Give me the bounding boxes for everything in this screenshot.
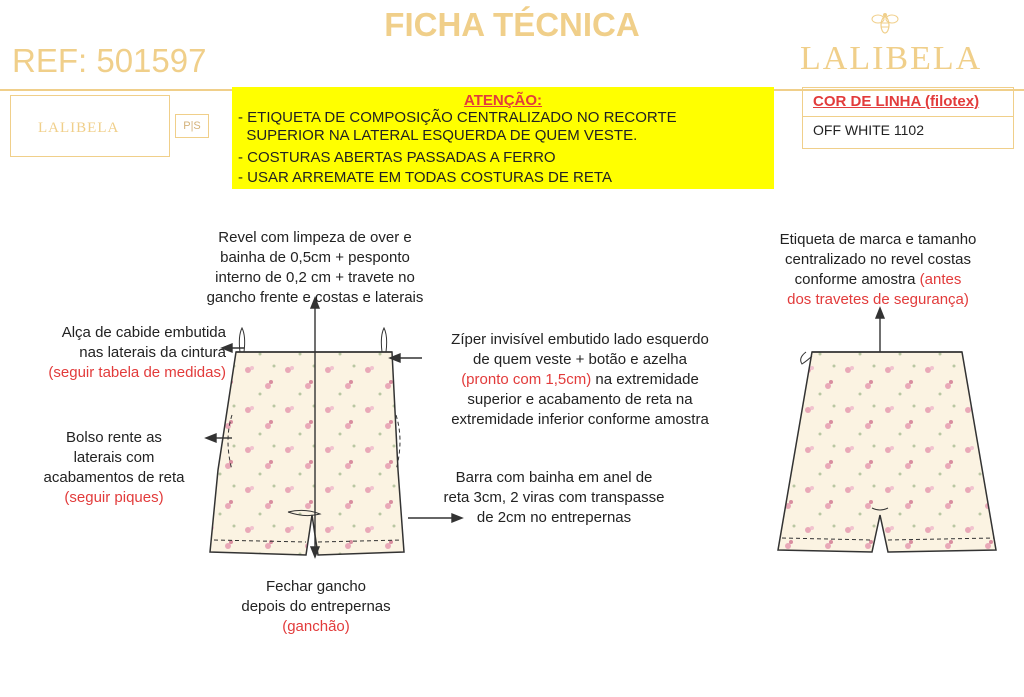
note-brand-label-line-1: Etiqueta de marca e tamanho [779,231,977,248]
attention-line-2: SUPERIOR NA LATERAL ESQUERDA DE QUEM VESTE. [238,127,638,144]
note-hanger [14,323,226,383]
label-brand-text: LALIBELA [38,120,120,136]
front-shorts [210,328,404,555]
note-zipper [420,330,740,430]
note-brand-label-line-4: dos travetes de segurança) [787,291,969,308]
thread-color-value: OFF WHITE 1102 [813,122,924,138]
note-crotch-line-2: depois do entrepernas [241,598,391,615]
note-pocket-line-3: acabamentos de reta [43,469,185,486]
note-brand-label-line-3-text: conforme amostra [794,271,920,288]
note-hem-line-1: Barra com bainha em anel de [455,469,653,486]
note-pocket-line-2: laterais com [73,449,155,466]
reference-code: REF: 501597 [12,42,207,79]
page-title: FICHA TÉCNICA [384,6,640,43]
note-hanger-line-1: Alça de cabide embutida [61,324,226,341]
attention-line-3: - COSTURAS ABERTAS PASSADAS A FERRO [238,149,556,166]
note-brand-label-line-3-red: (antes [919,271,962,288]
attention-line-1: - ETIQUETA DE COMPOSIÇÃO CENTRALIZADO NO RECORTE [238,109,677,126]
note-zipper-line-5: extremidade inferior conforme amostra [451,411,709,428]
note-waistband-line-2: bainha de 0,5cm + pesponto [220,249,410,266]
note-brand-label-line-2: centralizado no revel costas [785,251,971,268]
note-crotch [226,577,406,637]
note-pocket-red: (seguir piques) [64,489,164,506]
thread-color-title: COR DE LINHA (filotex) [813,93,980,110]
note-hanger-line-2: nas laterais da cintura [79,344,226,361]
note-waistband [180,228,450,308]
note-brand-label [750,230,1006,310]
note-zipper-red: (pronto com 1,5cm) [461,371,592,388]
note-crotch-red: (ganchão) [282,618,350,635]
note-zipper-line-3 [420,370,740,390]
note-brand-label-line-3 [750,270,1006,290]
note-hem-line-2: reta 3cm, 2 viras com transpasse [443,489,665,506]
brand-logo: LALIBELA [800,40,983,77]
note-hem-line-3: de 2cm no entrepernas [476,509,632,526]
note-zipper-line-2: de quem veste + botão e azelha [473,351,687,368]
size-tag: P|S [175,114,209,138]
note-waistband-line-3: interno de 0,2 cm + travete no [215,269,415,286]
note-zipper-rest: na extremidade [591,371,699,388]
note-zipper-line-1: Zíper invisível embutido lado esquerdo [451,331,709,348]
note-hem [424,468,684,528]
note-pocket [26,428,202,508]
note-crotch-line-1: Fechar gancho [265,578,367,595]
attention-line-4: - USAR ARREMATE EM TODAS COSTURAS DE RETA [238,169,612,186]
note-waistband-line-1: Revel com limpeza de over e [218,229,412,246]
note-waistband-line-4: gancho frente e costas e laterais [206,289,424,306]
note-zipper-line-4: superior e acabamento de reta na [467,391,693,408]
note-hanger-red: (seguir tabela de medidas) [48,364,226,381]
attention-title: ATENÇÃO: [463,92,543,109]
back-shorts [778,352,996,552]
note-pocket-line-1: Bolso rente as [66,429,162,446]
